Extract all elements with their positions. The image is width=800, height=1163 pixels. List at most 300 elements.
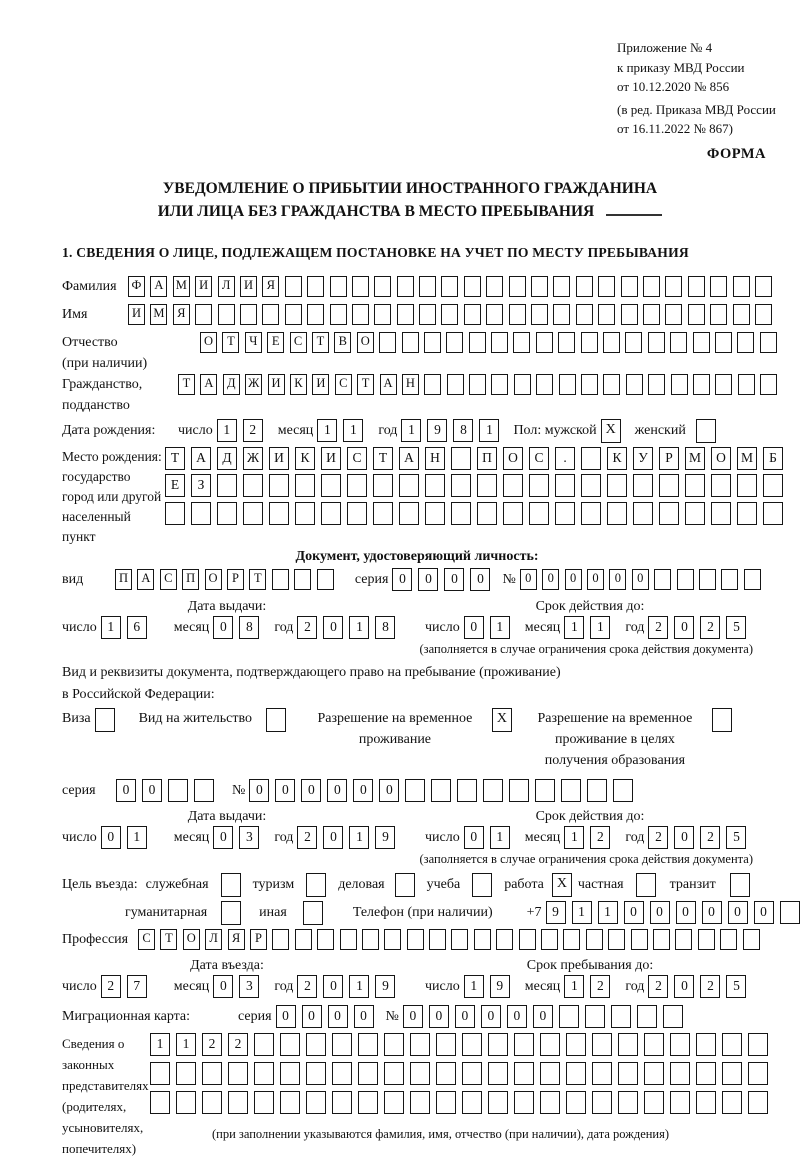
char-cell[interactable] [553, 276, 570, 297]
char-cell[interactable] [592, 1033, 612, 1056]
char-cell[interactable] [254, 1091, 274, 1114]
char-cell[interactable] [748, 1062, 768, 1085]
char-cell[interactable]: 5 [726, 975, 746, 998]
char-cell[interactable]: Д [223, 374, 240, 395]
char-cell[interactable]: И [268, 374, 285, 395]
char-cell[interactable]: 1 [590, 616, 610, 639]
char-cell[interactable] [748, 1091, 768, 1114]
char-cell[interactable]: Н [402, 374, 419, 395]
char-cell[interactable] [598, 304, 615, 325]
char-cell[interactable]: Т [222, 332, 239, 353]
char-cell[interactable] [486, 276, 503, 297]
char-cell[interactable] [317, 569, 334, 590]
residence-issue-day-cells[interactable] [101, 826, 153, 849]
char-cell[interactable] [576, 276, 593, 297]
char-cell[interactable]: 2 [202, 1033, 222, 1056]
char-cell[interactable] [607, 502, 627, 525]
residence-series-cells[interactable] [116, 779, 220, 802]
char-cell[interactable]: 1 [464, 975, 484, 998]
char-cell[interactable] [424, 374, 441, 395]
char-cell[interactable] [748, 1033, 768, 1056]
purpose-turizm-checkbox[interactable] [306, 873, 326, 897]
char-cell[interactable] [693, 374, 710, 395]
identity-issue-year-cells[interactable] [297, 616, 401, 639]
char-cell[interactable] [410, 1062, 430, 1085]
char-cell[interactable] [431, 779, 451, 802]
char-cell[interactable] [592, 1091, 612, 1114]
char-cell[interactable]: Л [205, 929, 222, 950]
char-cell[interactable]: Б [763, 447, 783, 470]
char-cell[interactable]: 0 [275, 779, 295, 802]
char-cell[interactable]: 0 [301, 779, 321, 802]
char-cell[interactable] [555, 474, 575, 497]
char-cell[interactable] [711, 474, 731, 497]
char-cell[interactable] [410, 1033, 430, 1056]
char-cell[interactable]: 3 [239, 826, 259, 849]
char-cell[interactable] [586, 929, 603, 950]
char-cell[interactable] [402, 332, 419, 353]
char-cell[interactable]: 1 [564, 975, 584, 998]
char-cell[interactable]: 0 [276, 1005, 296, 1028]
representatives-row2-cells[interactable] [150, 1062, 774, 1085]
char-cell[interactable] [340, 929, 357, 950]
char-cell[interactable] [240, 304, 257, 325]
char-cell[interactable]: М [685, 447, 705, 470]
char-cell[interactable] [509, 779, 529, 802]
char-cell[interactable]: 0 [403, 1005, 423, 1028]
char-cell[interactable] [581, 374, 598, 395]
char-cell[interactable]: 1 [176, 1033, 196, 1056]
char-cell[interactable] [711, 502, 731, 525]
char-cell[interactable]: 1 [349, 826, 369, 849]
char-cell[interactable] [659, 502, 679, 525]
char-cell[interactable]: И [269, 447, 289, 470]
char-cell[interactable] [618, 1033, 638, 1056]
char-cell[interactable] [285, 276, 302, 297]
char-cell[interactable]: 5 [726, 826, 746, 849]
char-cell[interactable] [436, 1033, 456, 1056]
char-cell[interactable]: 0 [587, 569, 604, 590]
char-cell[interactable] [611, 1005, 631, 1028]
char-cell[interactable]: 0 [323, 826, 343, 849]
char-cell[interactable] [218, 304, 235, 325]
char-cell[interactable]: 2 [590, 826, 610, 849]
char-cell[interactable] [763, 474, 783, 497]
char-cell[interactable] [202, 1091, 222, 1114]
char-cell[interactable]: 2 [297, 975, 317, 998]
char-cell[interactable]: Р [659, 447, 679, 470]
char-cell[interactable] [653, 929, 670, 950]
char-cell[interactable]: 0 [632, 569, 649, 590]
char-cell[interactable] [755, 304, 772, 325]
char-cell[interactable] [670, 1033, 690, 1056]
char-cell[interactable] [738, 374, 755, 395]
char-cell[interactable] [195, 304, 212, 325]
char-cell[interactable]: 2 [297, 616, 317, 639]
char-cell[interactable]: Я [173, 304, 190, 325]
char-cell[interactable] [303, 901, 323, 925]
char-cell[interactable] [384, 1091, 404, 1114]
char-cell[interactable]: 1 [564, 616, 584, 639]
char-cell[interactable] [581, 332, 598, 353]
char-cell[interactable] [384, 1033, 404, 1056]
char-cell[interactable]: 2 [297, 826, 317, 849]
char-cell[interactable] [637, 1005, 657, 1028]
char-cell[interactable]: 0 [674, 975, 694, 998]
visa-checkbox[interactable] [95, 708, 115, 732]
char-cell[interactable] [228, 1091, 248, 1114]
char-cell[interactable] [243, 474, 263, 497]
char-cell[interactable] [607, 474, 627, 497]
temp-residence-edu-checkbox[interactable] [712, 708, 732, 732]
char-cell[interactable] [720, 929, 737, 950]
char-cell[interactable]: 0 [323, 975, 343, 998]
char-cell[interactable] [272, 929, 289, 950]
char-cell[interactable] [384, 1062, 404, 1085]
char-cell[interactable] [722, 1033, 742, 1056]
char-cell[interactable] [688, 304, 705, 325]
char-cell[interactable] [659, 474, 679, 497]
char-cell[interactable] [712, 708, 732, 732]
char-cell[interactable] [168, 779, 188, 802]
char-cell[interactable] [737, 502, 757, 525]
char-cell[interactable] [491, 332, 508, 353]
char-cell[interactable] [631, 929, 648, 950]
char-cell[interactable]: М [737, 447, 757, 470]
char-cell[interactable]: 0 [455, 1005, 475, 1028]
temp-residence-checkbox[interactable] [492, 708, 512, 732]
char-cell[interactable]: Е [267, 332, 284, 353]
char-cell[interactable] [603, 374, 620, 395]
representatives-row1-cells[interactable] [150, 1033, 774, 1056]
char-cell[interactable] [373, 474, 393, 497]
char-cell[interactable] [362, 929, 379, 950]
char-cell[interactable]: 0 [520, 569, 537, 590]
char-cell[interactable] [540, 1091, 560, 1114]
birth-day-cells[interactable] [217, 419, 269, 442]
char-cell[interactable]: С [290, 332, 307, 353]
char-cell[interactable] [559, 374, 576, 395]
char-cell[interactable]: 0 [728, 901, 748, 924]
char-cell[interactable] [295, 929, 312, 950]
char-cell[interactable]: 1 [401, 419, 421, 442]
char-cell[interactable]: К [295, 447, 315, 470]
char-cell[interactable] [581, 474, 601, 497]
char-cell[interactable] [730, 873, 750, 897]
char-cell[interactable]: 0 [353, 779, 373, 802]
char-cell[interactable]: О [711, 447, 731, 470]
char-cell[interactable]: А [380, 374, 397, 395]
char-cell[interactable]: П [115, 569, 132, 590]
char-cell[interactable]: 3 [239, 975, 259, 998]
char-cell[interactable] [469, 374, 486, 395]
char-cell[interactable]: О [205, 569, 222, 590]
char-cell[interactable] [295, 502, 315, 525]
char-cell[interactable] [321, 502, 341, 525]
char-cell[interactable] [715, 332, 732, 353]
purpose-inaya-checkbox[interactable] [303, 901, 323, 925]
char-cell[interactable] [566, 1033, 586, 1056]
char-cell[interactable]: Е [165, 474, 185, 497]
stay-day-cells[interactable] [464, 975, 516, 998]
char-cell[interactable] [352, 304, 369, 325]
char-cell[interactable]: 1 [349, 975, 369, 998]
char-cell[interactable] [780, 901, 800, 924]
char-cell[interactable] [202, 1062, 222, 1085]
char-cell[interactable] [307, 304, 324, 325]
char-cell[interactable]: Т [160, 929, 177, 950]
char-cell[interactable] [374, 276, 391, 297]
char-cell[interactable] [228, 1062, 248, 1085]
char-cell[interactable] [613, 779, 633, 802]
char-cell[interactable]: 0 [609, 569, 626, 590]
char-cell[interactable] [488, 1033, 508, 1056]
char-cell[interactable]: 9 [375, 975, 395, 998]
purpose-delovaya-checkbox[interactable] [395, 873, 415, 897]
char-cell[interactable] [721, 569, 738, 590]
char-cell[interactable] [529, 474, 549, 497]
identity-issue-month-cells[interactable] [213, 616, 265, 639]
char-cell[interactable]: 0 [101, 826, 121, 849]
char-cell[interactable] [425, 474, 445, 497]
char-cell[interactable] [469, 332, 486, 353]
char-cell[interactable]: 0 [470, 568, 490, 591]
char-cell[interactable]: Ж [245, 374, 262, 395]
residence-expiry-day-cells[interactable] [464, 826, 516, 849]
char-cell[interactable] [665, 276, 682, 297]
identity-expiry-year-cells[interactable] [648, 616, 752, 639]
char-cell[interactable] [688, 276, 705, 297]
residence-issue-year-cells[interactable] [297, 826, 401, 849]
char-cell[interactable]: 1 [479, 419, 499, 442]
char-cell[interactable]: 1 [317, 419, 337, 442]
char-cell[interactable] [685, 474, 705, 497]
char-cell[interactable] [321, 474, 341, 497]
char-cell[interactable] [648, 332, 665, 353]
char-cell[interactable] [576, 304, 593, 325]
char-cell[interactable] [217, 502, 237, 525]
migration-series-cells[interactable] [276, 1005, 380, 1028]
char-cell[interactable] [451, 447, 471, 470]
char-cell[interactable] [592, 1062, 612, 1085]
char-cell[interactable] [191, 502, 211, 525]
purpose-tranzit-checkbox[interactable] [730, 873, 750, 897]
char-cell[interactable] [477, 474, 497, 497]
char-cell[interactable] [643, 304, 660, 325]
char-cell[interactable]: Ж [243, 447, 263, 470]
char-cell[interactable] [698, 929, 715, 950]
char-cell[interactable] [509, 276, 526, 297]
char-cell[interactable] [280, 1062, 300, 1085]
char-cell[interactable] [451, 474, 471, 497]
char-cell[interactable] [410, 1091, 430, 1114]
char-cell[interactable] [374, 304, 391, 325]
residence-issue-month-cells[interactable] [213, 826, 265, 849]
residence-expiry-year-cells[interactable] [648, 826, 752, 849]
char-cell[interactable] [696, 1091, 716, 1114]
residence-expiry-month-cells[interactable] [564, 826, 616, 849]
patronymic-cells[interactable] [200, 332, 782, 353]
char-cell[interactable] [317, 929, 334, 950]
char-cell[interactable] [566, 1062, 586, 1085]
char-cell[interactable]: Я [228, 929, 245, 950]
char-cell[interactable] [648, 374, 665, 395]
char-cell[interactable] [643, 276, 660, 297]
char-cell[interactable] [671, 374, 688, 395]
doc-kind-cells[interactable] [115, 569, 339, 590]
char-cell[interactable]: 1 [598, 901, 618, 924]
char-cell[interactable]: 2 [648, 616, 668, 639]
char-cell[interactable] [464, 276, 481, 297]
char-cell[interactable] [633, 502, 653, 525]
identity-expiry-day-cells[interactable] [464, 616, 516, 639]
surname-cells[interactable] [128, 276, 777, 297]
char-cell[interactable]: 0 [213, 826, 233, 849]
char-cell[interactable] [696, 419, 716, 443]
char-cell[interactable]: А [150, 276, 167, 297]
identity-issue-day-cells[interactable] [101, 616, 153, 639]
char-cell[interactable] [425, 502, 445, 525]
char-cell[interactable] [625, 332, 642, 353]
char-cell[interactable] [472, 873, 492, 897]
purpose-ucheba-checkbox[interactable] [472, 873, 492, 897]
char-cell[interactable] [536, 374, 553, 395]
char-cell[interactable]: 2 [243, 419, 263, 442]
char-cell[interactable] [513, 332, 530, 353]
char-cell[interactable]: К [607, 447, 627, 470]
char-cell[interactable] [737, 474, 757, 497]
char-cell[interactable]: 2 [228, 1033, 248, 1056]
identity-expiry-month-cells[interactable] [564, 616, 616, 639]
char-cell[interactable] [436, 1091, 456, 1114]
char-cell[interactable] [483, 779, 503, 802]
char-cell[interactable] [675, 929, 692, 950]
char-cell[interactable] [294, 569, 311, 590]
char-cell[interactable] [559, 1005, 579, 1028]
citizenship-cells[interactable] [178, 374, 783, 395]
char-cell[interactable]: 0 [650, 901, 670, 924]
char-cell[interactable] [693, 332, 710, 353]
char-cell[interactable]: О [357, 332, 374, 353]
char-cell[interactable] [558, 332, 575, 353]
char-cell[interactable] [503, 474, 523, 497]
char-cell[interactable] [488, 1091, 508, 1114]
char-cell[interactable]: 8 [239, 616, 259, 639]
char-cell[interactable] [272, 569, 289, 590]
char-cell[interactable]: Р [227, 569, 244, 590]
char-cell[interactable] [644, 1091, 664, 1114]
doc-number-cells[interactable] [520, 569, 766, 590]
char-cell[interactable] [254, 1062, 274, 1085]
char-cell[interactable] [347, 474, 367, 497]
char-cell[interactable]: Л [218, 276, 235, 297]
char-cell[interactable]: 0 [327, 779, 347, 802]
char-cell[interactable]: А [191, 447, 211, 470]
char-cell[interactable] [581, 502, 601, 525]
char-cell[interactable] [457, 779, 477, 802]
entry-year-cells[interactable] [297, 975, 401, 998]
char-cell[interactable] [696, 1062, 716, 1085]
char-cell[interactable] [563, 929, 580, 950]
char-cell[interactable] [519, 929, 536, 950]
char-cell[interactable] [165, 502, 185, 525]
char-cell[interactable]: А [200, 374, 217, 395]
stay-year-cells[interactable] [648, 975, 752, 998]
char-cell[interactable] [608, 929, 625, 950]
char-cell[interactable] [553, 304, 570, 325]
char-cell[interactable] [254, 1033, 274, 1056]
char-cell[interactable] [587, 779, 607, 802]
char-cell[interactable]: 1 [490, 826, 510, 849]
char-cell[interactable]: 1 [343, 419, 363, 442]
char-cell[interactable]: 0 [674, 616, 694, 639]
char-cell[interactable] [266, 708, 286, 732]
char-cell[interactable] [373, 502, 393, 525]
char-cell[interactable] [514, 1091, 534, 1114]
char-cell[interactable] [243, 502, 263, 525]
char-cell[interactable]: 0 [754, 901, 774, 924]
char-cell[interactable]: Я [262, 276, 279, 297]
char-cell[interactable] [306, 1091, 326, 1114]
purpose-sluzhebnaya-checkbox[interactable] [221, 873, 241, 897]
char-cell[interactable]: X [601, 419, 621, 443]
representatives-row3-cells[interactable] [150, 1091, 774, 1114]
char-cell[interactable]: 9 [427, 419, 447, 442]
char-cell[interactable] [685, 502, 705, 525]
char-cell[interactable] [760, 332, 777, 353]
char-cell[interactable] [280, 1033, 300, 1056]
char-cell[interactable] [514, 1062, 534, 1085]
char-cell[interactable]: 0 [464, 616, 484, 639]
char-cell[interactable] [555, 502, 575, 525]
char-cell[interactable] [503, 502, 523, 525]
char-cell[interactable]: 1 [490, 616, 510, 639]
birthplace-row3-cells[interactable] [165, 502, 789, 525]
char-cell[interactable] [397, 276, 414, 297]
char-cell[interactable]: 2 [648, 975, 668, 998]
char-cell[interactable] [618, 1091, 638, 1114]
char-cell[interactable]: 0 [249, 779, 269, 802]
char-cell[interactable]: А [399, 447, 419, 470]
char-cell[interactable] [603, 332, 620, 353]
char-cell[interactable]: 0 [429, 1005, 449, 1028]
residence-number-cells[interactable] [249, 779, 639, 802]
char-cell[interactable]: 0 [302, 1005, 322, 1028]
char-cell[interactable] [419, 276, 436, 297]
char-cell[interactable] [561, 779, 581, 802]
char-cell[interactable]: С [529, 447, 549, 470]
entry-day-cells[interactable] [101, 975, 153, 998]
char-cell[interactable] [419, 304, 436, 325]
birth-year-cells[interactable] [401, 419, 505, 442]
char-cell[interactable]: М [150, 304, 167, 325]
char-cell[interactable] [626, 374, 643, 395]
char-cell[interactable] [429, 929, 446, 950]
char-cell[interactable]: А [137, 569, 154, 590]
char-cell[interactable]: 1 [564, 826, 584, 849]
char-cell[interactable]: 0 [676, 901, 696, 924]
doc-series-cells[interactable] [392, 568, 496, 591]
char-cell[interactable] [95, 708, 115, 732]
char-cell[interactable]: 0 [624, 901, 644, 924]
purpose-gumanitarnaya-checkbox[interactable] [221, 901, 241, 925]
char-cell[interactable] [358, 1062, 378, 1085]
char-cell[interactable] [464, 304, 481, 325]
char-cell[interactable] [306, 1062, 326, 1085]
char-cell[interactable] [269, 474, 289, 497]
char-cell[interactable]: 0 [444, 568, 464, 591]
char-cell[interactable] [710, 304, 727, 325]
